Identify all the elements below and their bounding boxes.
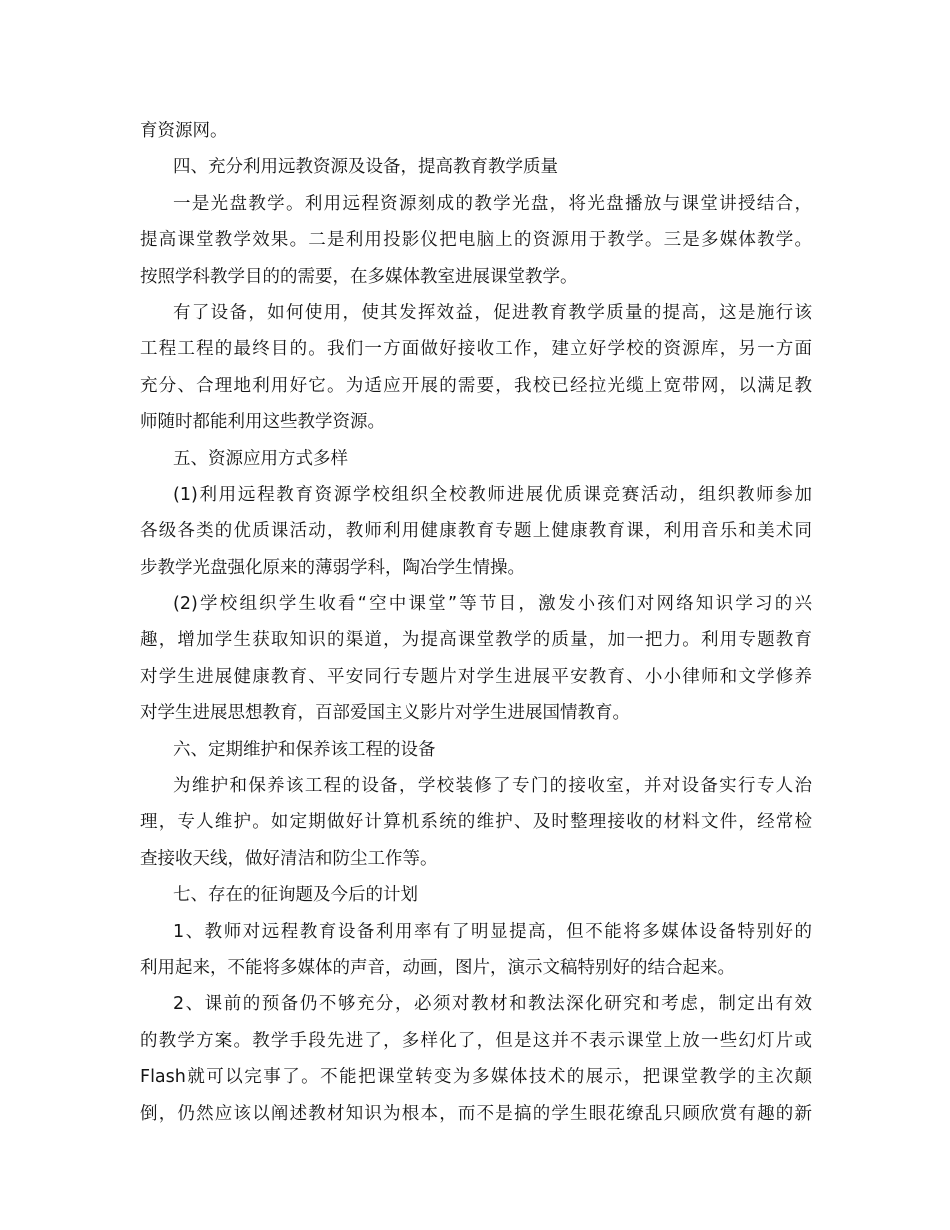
text-line: 按照学科教学目的的需要，在多媒体教室进展课堂教学。	[140, 266, 578, 287]
text-line: 趣，增加学生获取知识的渠道，为提高课堂教学的质量，加一把力。利用专题教育	[140, 630, 812, 651]
text-line: (1)利用远程教育资源学校组织全校教师进展优质课竞赛活动，组织教师参加	[173, 484, 812, 505]
section-heading: 五、资源应用方式多样	[173, 448, 348, 469]
section-heading: 六、定期维护和保养该工程的设备	[173, 739, 436, 760]
section-heading: 四、充分利用远教资源及设备，提高教育教学质量	[173, 157, 558, 178]
text-line: 理，专人维护。如定期做好计算机系统的维护、及时整理接收的材料文件，经常检	[140, 812, 812, 833]
text-line: 育资源网。	[140, 121, 228, 141]
section-heading: 七、存在的征询题及今后的计划	[173, 885, 418, 906]
text-line: 各级各类的优质课活动，教师利用健康教育专题上健康教育课，利用音乐和美术同	[140, 521, 812, 542]
text-line: 有了设备，如何使用，使其发挥效益，促进教育教学质量的提高，这是施行该	[173, 302, 812, 323]
document-body	[140, 113, 812, 1132]
text-line: 查接收天线，做好清洁和防尘工作等。	[140, 848, 438, 869]
text-line: 1、教师对远程教育设备利用率有了明显提高，但不能将多媒体设备特别好的	[173, 921, 812, 942]
text-line: 对学生进展健康教育、平安同行专题片对学生进展平安教育、小小律师和文学修养	[140, 666, 812, 687]
text-line: 为维护和保养该工程的设备，学校装修了专门的接收室，并对设备实行专人治	[173, 776, 812, 797]
text-line: 的教学方案。教学手段先进了，多样化了，但是这并不表示课堂上放一些幻灯片或	[140, 1030, 812, 1051]
text-line: 步教学光盘强化原来的薄弱学科，陶冶学生情操。	[140, 557, 525, 578]
text-line: 充分、合理地利用好它。为适应开展的需要，我校已经拉光缆上宽带网，以满足教	[140, 375, 812, 396]
text-line: 提高课堂教学效果。二是利用投影仪把电脑上的资源用于教学。三是多媒体教学。	[140, 230, 812, 251]
text-line: 倒，仍然应该以阐述教材知识为根本，而不是搞的学生眼花缭乱只顾欣赏有趣的新	[140, 1103, 812, 1124]
text-line: 一是光盘教学。利用远程资源刻成的教学光盘，将光盘播放与课堂讲授结合，	[173, 193, 812, 214]
text-line: 对学生进展思想教育，百部爱国主义影片对学生进展国情教育。	[140, 703, 630, 724]
text-line: 师随时都能利用这些教学资源。	[140, 412, 385, 433]
text-line: (2)学校组织学生收看“空中课堂”等节目，激发小孩们对网络知识学习的兴	[173, 594, 812, 615]
text-line: 2、课前的预备仍不够充分，必须对教材和教法深化研究和考虑，制定出有效	[173, 994, 812, 1015]
text-line: Flash就可以完事了。不能把课堂转变为多媒体技术的展示，把课堂教学的主次颠	[140, 1067, 812, 1088]
text-line: 利用起来，不能将多媒体的声音，动画，图片，演示文稿特别好的结合起来。	[140, 957, 735, 978]
text-line: 工程工程的最终目的。我们一方面做好接收工作，建立好学校的资源库，另一方面	[140, 339, 812, 360]
